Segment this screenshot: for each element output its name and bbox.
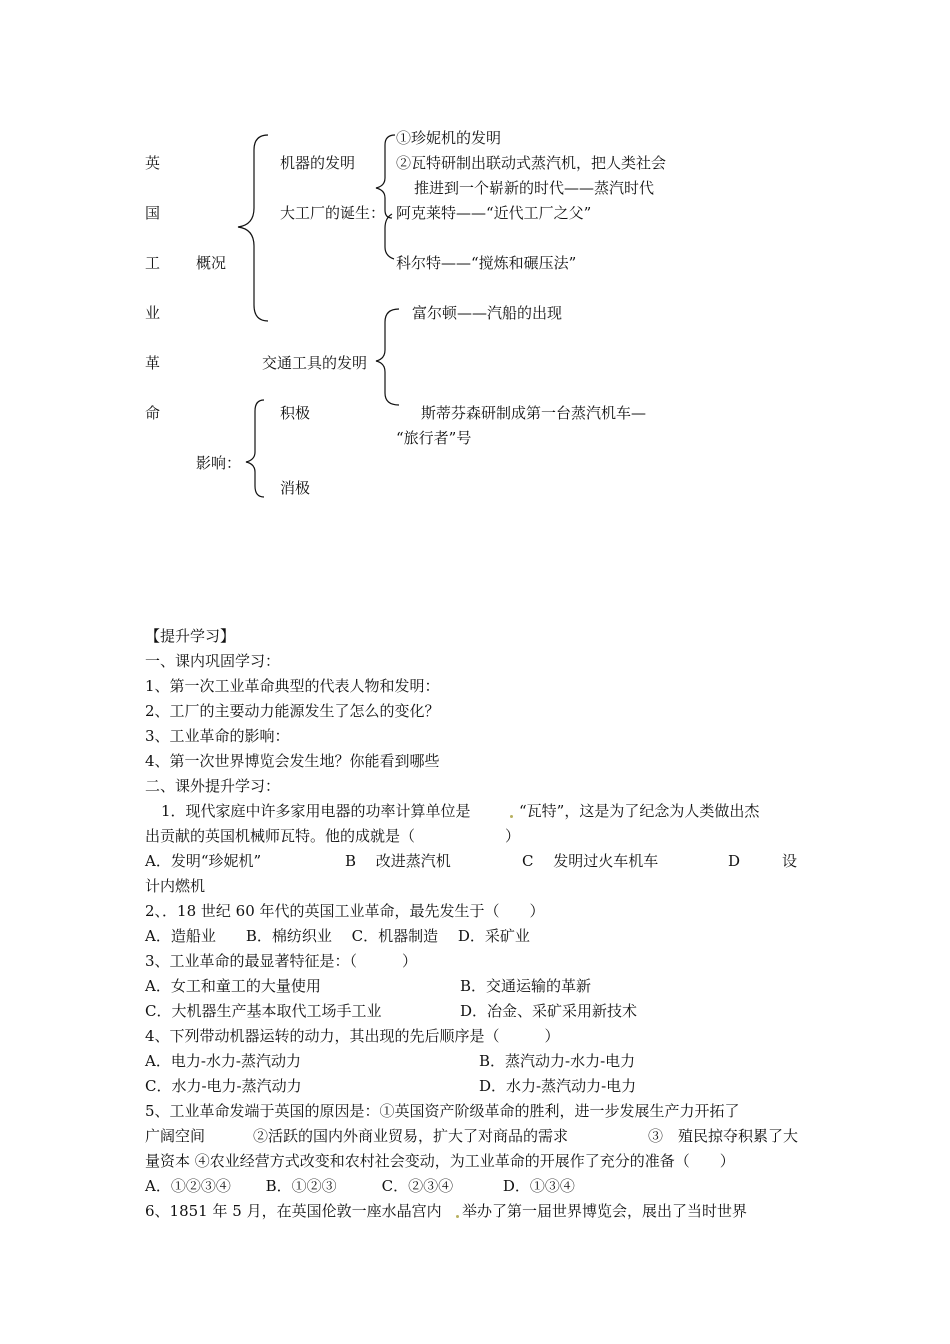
title-char: 业	[145, 304, 161, 322]
section-title: 【提升学习】	[145, 627, 236, 645]
factory-item: 科尔特——“搅炼和碾压法”	[396, 254, 577, 272]
q4-option-b: B．蒸汽动力-水力-电力	[479, 1052, 636, 1070]
machine-item: ②瓦特研制出联动式蒸汽机，把人类社会	[396, 154, 667, 172]
q1-stem: 出贡献的英国机械师瓦特。他的成就是（ ）	[145, 827, 521, 845]
q3-option-b: B．交通运输的革新	[460, 977, 592, 995]
transport-item: 富尔顿——汽船的出现	[412, 304, 563, 322]
q2-stem: 2、．18 世纪 60 年代的英国工业革命，最先发生于（ ）	[145, 902, 545, 920]
title-char: 国	[145, 204, 161, 222]
transport-invention-label: 交通工具的发明	[262, 354, 368, 372]
q3-option-d: D．冶金、采矿采用新技术	[460, 1002, 638, 1020]
q6-stem: 举办了第一届世界博览会，展出了当时世界	[462, 1202, 748, 1220]
stray-mark	[456, 1215, 459, 1218]
bracket-impact	[246, 400, 264, 497]
q1-option-d: 设	[782, 852, 798, 870]
q3-stem: 3、工业革命的最显著特征是：（ ）	[145, 952, 418, 970]
q1-stem: “瓦特”，这是为了纪念为人类做出杰	[519, 802, 760, 820]
factory-birth-label: 大工厂的诞生：	[280, 204, 386, 222]
overview-label: 概况	[196, 254, 227, 272]
part1-question: 4、第一次世界博览会发生地？你能看到哪些	[145, 752, 440, 770]
machine-item: 推进到一个崭新的时代——蒸汽时代	[414, 179, 655, 197]
q5-options: A．①②③④ B．①②③ C．②③④ D．①③④	[145, 1177, 575, 1195]
q4-stem: 4、下列带动机器运转的动力，其出现的先后顺序是（ ）	[145, 1027, 560, 1045]
machine-item: ①珍妮机的发明	[396, 129, 502, 147]
part2-title: 二、课外提升学习：	[145, 777, 281, 795]
q1-stem: 1．现代家庭中许多家用电器的功率计算单位是	[161, 802, 471, 820]
stray-mark	[510, 815, 513, 818]
q4-option-d: D．水力-蒸汽动力-电力	[479, 1077, 637, 1095]
title-char: 革	[145, 354, 161, 372]
q1-option-a: A．发明“珍妮机”	[145, 852, 262, 870]
bracket-factory	[385, 214, 394, 259]
q5-stem: ②活跃的国内外商业贸易，扩大了对商品的需求	[253, 1127, 569, 1145]
impact-positive: 积极	[280, 404, 311, 422]
title-char: 命	[145, 404, 161, 422]
q5-stem: 5、工业革命发端于英国的原因是：①英国资产阶级革命的胜利，进一步发展生产力开拓了	[145, 1102, 740, 1120]
title-char: 英	[145, 154, 161, 172]
impact-negative: 消极	[280, 479, 311, 497]
q4-option-c: C．水力-电力-蒸汽动力	[145, 1077, 302, 1095]
q1-option-b: B 改进蒸汽机	[345, 852, 451, 870]
part1-question: 2、工厂的主要动力能源发生了怎么的变化？	[145, 702, 440, 720]
factory-item: 阿克莱特——“近代工厂之父”	[396, 204, 592, 222]
q5-stem: 广阔空间	[145, 1127, 206, 1145]
q5-stem: 量资本 ④农业经营方式改变和农村社会变动，为工业革命的开展作了充分的准备（ ）	[145, 1152, 735, 1170]
bracket-overview	[238, 135, 268, 321]
q3-option-c: C．大机器生产基本取代工场手工业	[145, 1002, 382, 1020]
impact-label: 影响：	[196, 454, 242, 472]
q1-option-d: 计内燃机	[145, 877, 206, 895]
part1-question: 1、第一次工业革命典型的代表人物和发明：	[145, 677, 440, 695]
part1-title: 一、课内巩固学习：	[145, 652, 281, 670]
transport-item: 斯蒂芬森研制成第一台蒸汽机车—	[421, 404, 647, 422]
machine-invention-label: 机器的发明	[280, 154, 356, 172]
q6-stem: 6、1851 年 5 月，在英国伦敦一座水晶宫内	[145, 1202, 442, 1220]
q1-option-c: C 发明过火车机车	[522, 852, 659, 870]
part1-question: 3、工业革命的影响：	[145, 727, 290, 745]
diagram-brackets	[0, 0, 950, 560]
q3-option-a: A．女工和童工的大量使用	[145, 977, 321, 995]
q4-option-a: A．电力-水力-蒸汽动力	[145, 1052, 301, 1070]
q2-options: A．造船业 B．棉纺织业 C．机器制造 D．采矿业	[145, 927, 530, 945]
q1-option-d: D	[728, 852, 741, 870]
q5-stem: ③ 殖民掠夺积累了大	[648, 1127, 799, 1145]
transport-item: “旅行者”号	[396, 429, 472, 447]
bracket-transport	[376, 309, 399, 405]
title-char: 工	[145, 254, 161, 272]
